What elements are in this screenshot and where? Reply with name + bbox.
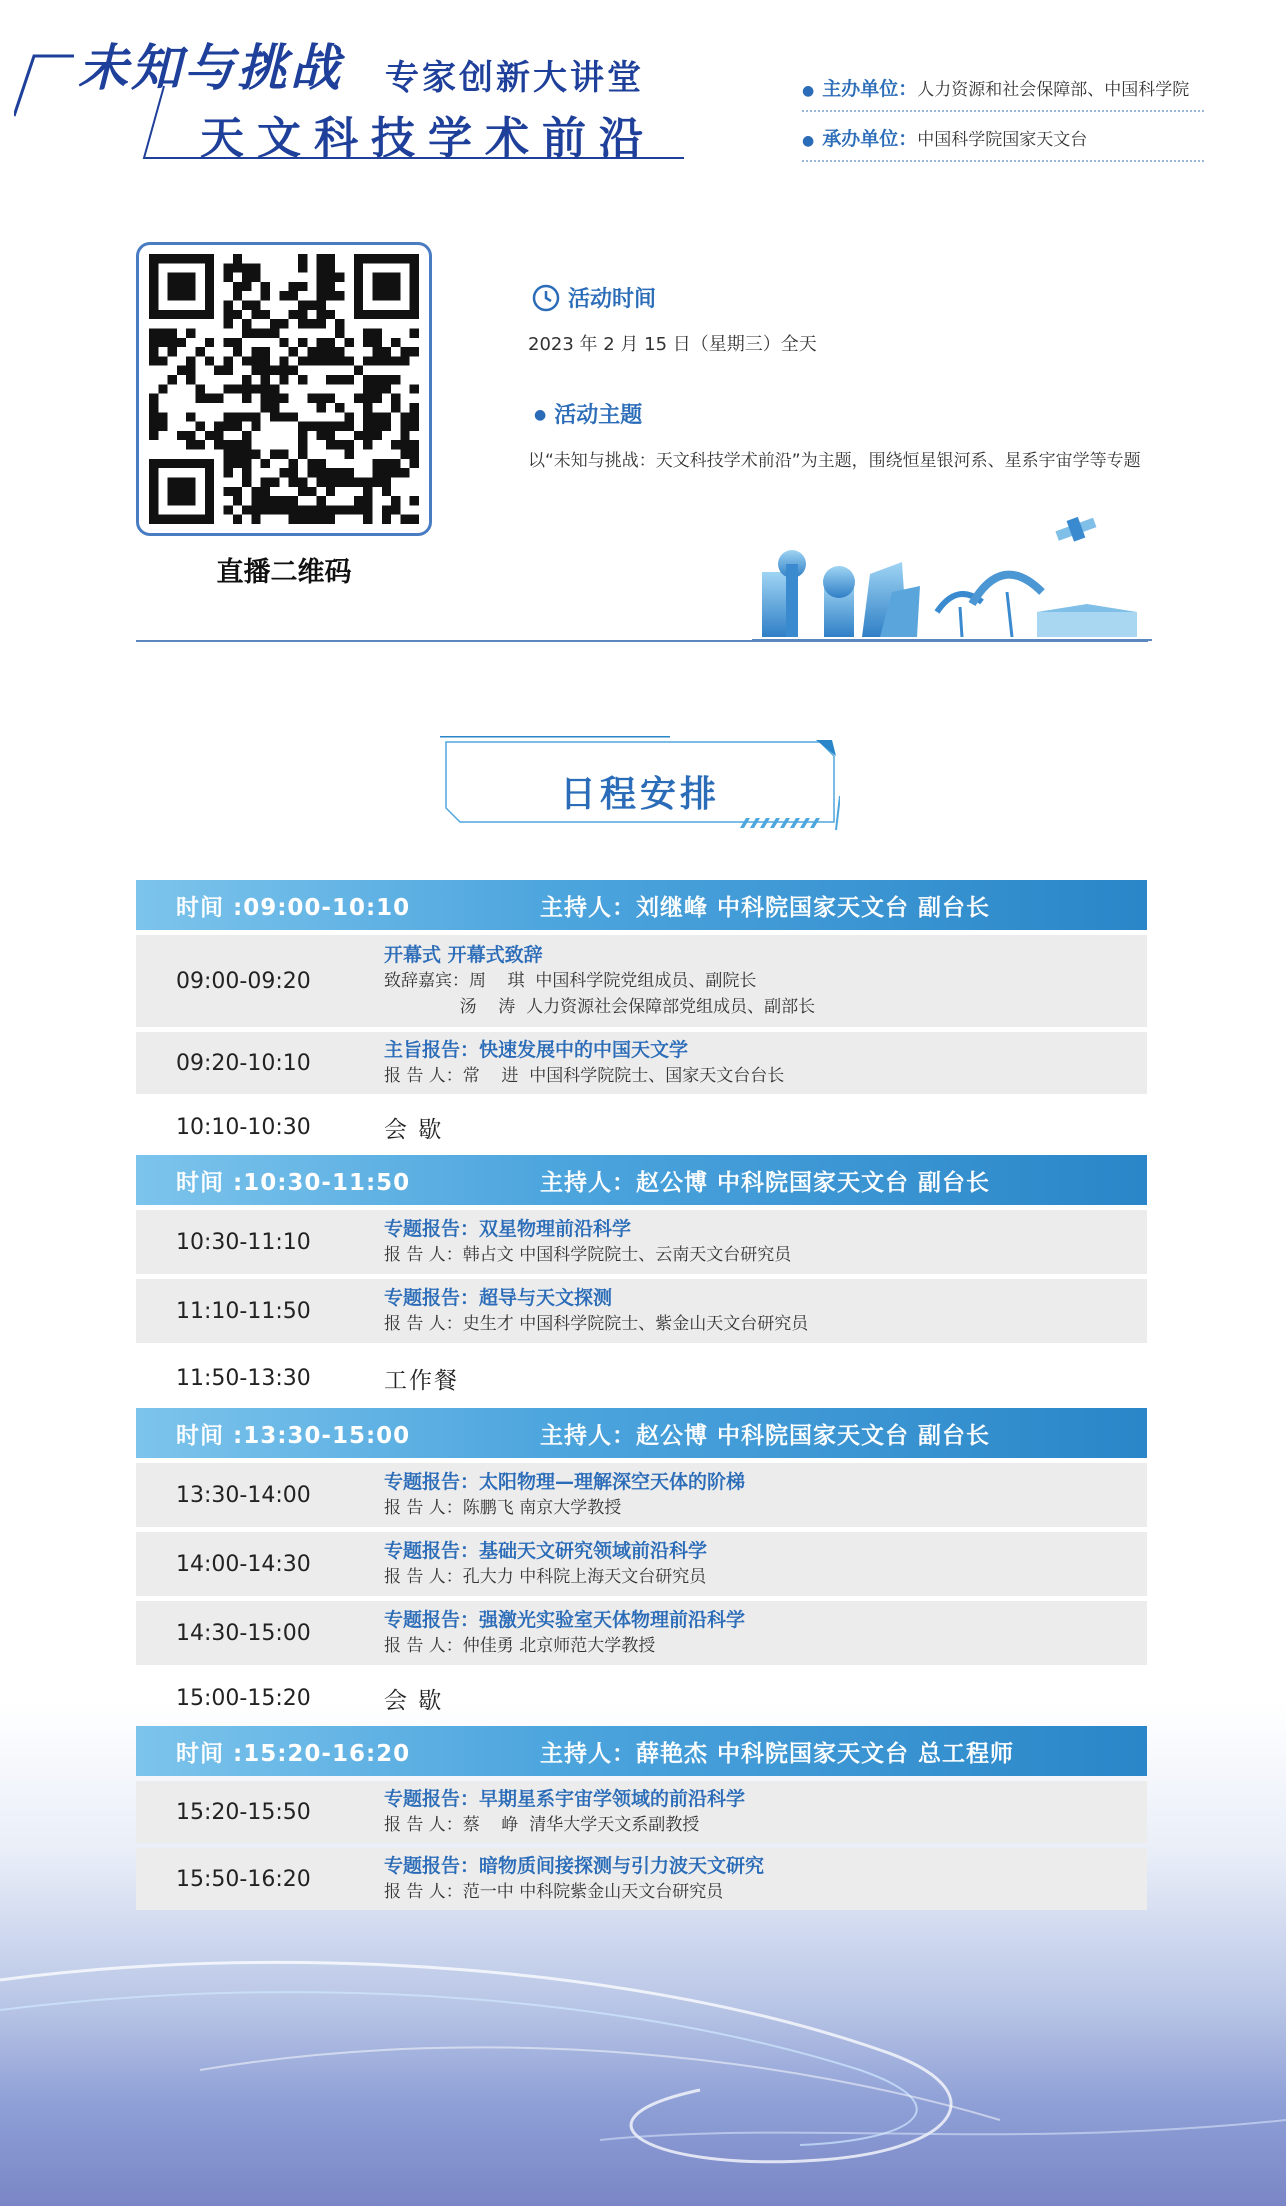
session-time: 时间 :09:00-10:10 [176, 894, 411, 921]
row-speaker: 报 告 人：常 进 中国科学院院士、国家天文台台长 [384, 1066, 785, 1086]
session-time: 时间 :13:30-15:00 [176, 1422, 411, 1449]
table-row [136, 1032, 1147, 1094]
break-row [136, 1670, 1147, 1726]
row-speaker: 报 告 人：仲佳勇 北京师范大学教授 [384, 1636, 656, 1656]
observatory-illustration [752, 512, 1152, 642]
row-time: 10:30-11:10 [176, 1229, 311, 1255]
break-label: 会 歇 [384, 1116, 444, 1143]
table-row [136, 1781, 1147, 1843]
divider [802, 110, 1204, 112]
row-topic: 主旨报告：快速发展中的中国天文学 [384, 1039, 689, 1061]
row-speaker: 报 告 人：史生才 中国科学院院士、紫金山天文台研究员 [384, 1314, 809, 1334]
event-time-heading: 活动时间 [532, 282, 656, 313]
table-row [136, 935, 1147, 1027]
bullet-icon: ● [802, 133, 815, 149]
subtitle-topic: 天文科技学术前沿 [200, 113, 656, 164]
event-theme: 以“未知与挑战：天文科技学术前沿”为主题，围绕恒星银河系、星系宇宙学等专题 [528, 451, 1141, 471]
break-row [136, 1348, 1147, 1408]
section-divider [136, 640, 1148, 642]
table-row [136, 1210, 1147, 1274]
session-header [136, 1408, 1147, 1458]
row-topic: 专题报告：双星物理前沿科学 [384, 1218, 632, 1240]
row-speaker: 报 告 人：孔大力 中科院上海天文台研究员 [384, 1567, 707, 1587]
row-time: 14:00-14:30 [176, 1551, 311, 1577]
subtitle-lecture: 专家创新大讲堂 [385, 58, 644, 98]
table-row [136, 1532, 1147, 1596]
bullet-icon: ● [534, 407, 547, 423]
schedule-title-box [440, 736, 840, 836]
row-time: 15:50-16:20 [176, 1866, 311, 1892]
row-topic: 专题报告：太阳物理—理解深空天体的阶梯 [384, 1471, 746, 1493]
schedule-title: 日程安排 [559, 774, 720, 815]
schedule-table [136, 880, 1147, 1910]
row-speaker: 报 告 人：蔡 峥 清华大学天文系副教授 [384, 1815, 700, 1835]
row-speaker: 报 告 人：陈鹏飞 南京大学教授 [384, 1498, 622, 1518]
row-time: 15:00-15:20 [176, 1685, 311, 1711]
table-row [136, 1601, 1147, 1665]
row-speaker: 报 告 人：韩占文 中国科学院院士、云南天文台研究员 [384, 1245, 792, 1265]
row-time: 13:30-14:00 [176, 1482, 311, 1508]
main-title: 未知与挑战 [78, 39, 343, 97]
row-time: 09:20-10:10 [176, 1050, 311, 1076]
row-time: 10:10-10:30 [176, 1114, 311, 1140]
qr-caption: 直播二维码 [216, 557, 352, 588]
clock-icon [532, 284, 560, 312]
row-time: 09:00-09:20 [176, 968, 311, 994]
bullet-icon: ● [802, 83, 815, 99]
session-header [136, 1155, 1147, 1205]
row-topic: 专题报告：基础天文研究领域前沿科学 [384, 1540, 708, 1562]
row-time: 15:20-15:50 [176, 1799, 311, 1825]
table-row [136, 1279, 1147, 1343]
break-label: 会 歇 [384, 1687, 444, 1714]
table-row [136, 1848, 1147, 1910]
break-row [136, 1099, 1147, 1155]
event-theme-heading: ● 活动主题 [534, 403, 643, 428]
livestream-qr-code[interactable] [136, 242, 432, 536]
session-time: 时间 :15:20-16:20 [176, 1740, 411, 1767]
session-host: 主持人：赵公博 中科院国家天文台 副台长 [540, 1169, 991, 1196]
table-row [136, 1463, 1147, 1527]
row-topic: 专题报告：早期星系宇宙学领域的前沿科学 [384, 1788, 746, 1810]
co-organizer: ● 承办单位：中国科学院国家天文台 [802, 128, 1088, 150]
divider [802, 160, 1204, 162]
row-topic: 专题报告：超导与天文探测 [384, 1287, 613, 1309]
break-label: 工作餐 [384, 1367, 459, 1394]
row-speaker: 报 告 人：范一中 中科院紫金山天文台研究员 [384, 1882, 724, 1902]
row-topic: 开幕式 开幕式致辞 [384, 944, 543, 966]
row-speaker: 汤 涛 人力资源社会保障部党组成员、副部长 [384, 997, 816, 1017]
session-host: 主持人：刘继峰 中科院国家天文台 副台长 [540, 894, 991, 921]
row-topic: 专题报告：强激光实验室天体物理前沿科学 [384, 1609, 746, 1631]
event-time: 2023 年 2 月 15 日（星期三）全天 [528, 334, 817, 355]
session-time: 时间 :10:30-11:50 [176, 1169, 411, 1196]
row-time: 14:30-15:00 [176, 1620, 311, 1646]
session-host: 主持人：薛艳杰 中科院国家天文台 总工程师 [540, 1740, 1015, 1767]
row-topic: 专题报告：暗物质间接探测与引力波天文研究 [384, 1855, 765, 1877]
qr-code-icon [148, 254, 420, 524]
session-header [136, 1726, 1147, 1776]
row-time: 11:10-11:50 [176, 1298, 311, 1324]
row-time: 11:50-13:30 [176, 1365, 311, 1391]
host-organizer: ● 主办单位：人力资源和社会保障部、中国科学院 [802, 78, 1190, 100]
row-speaker: 致辞嘉宾：周 琪 中国科学院党组成员、副院长 [384, 971, 757, 991]
session-host: 主持人：赵公博 中科院国家天文台 副台长 [540, 1422, 991, 1449]
session-header [136, 880, 1147, 930]
